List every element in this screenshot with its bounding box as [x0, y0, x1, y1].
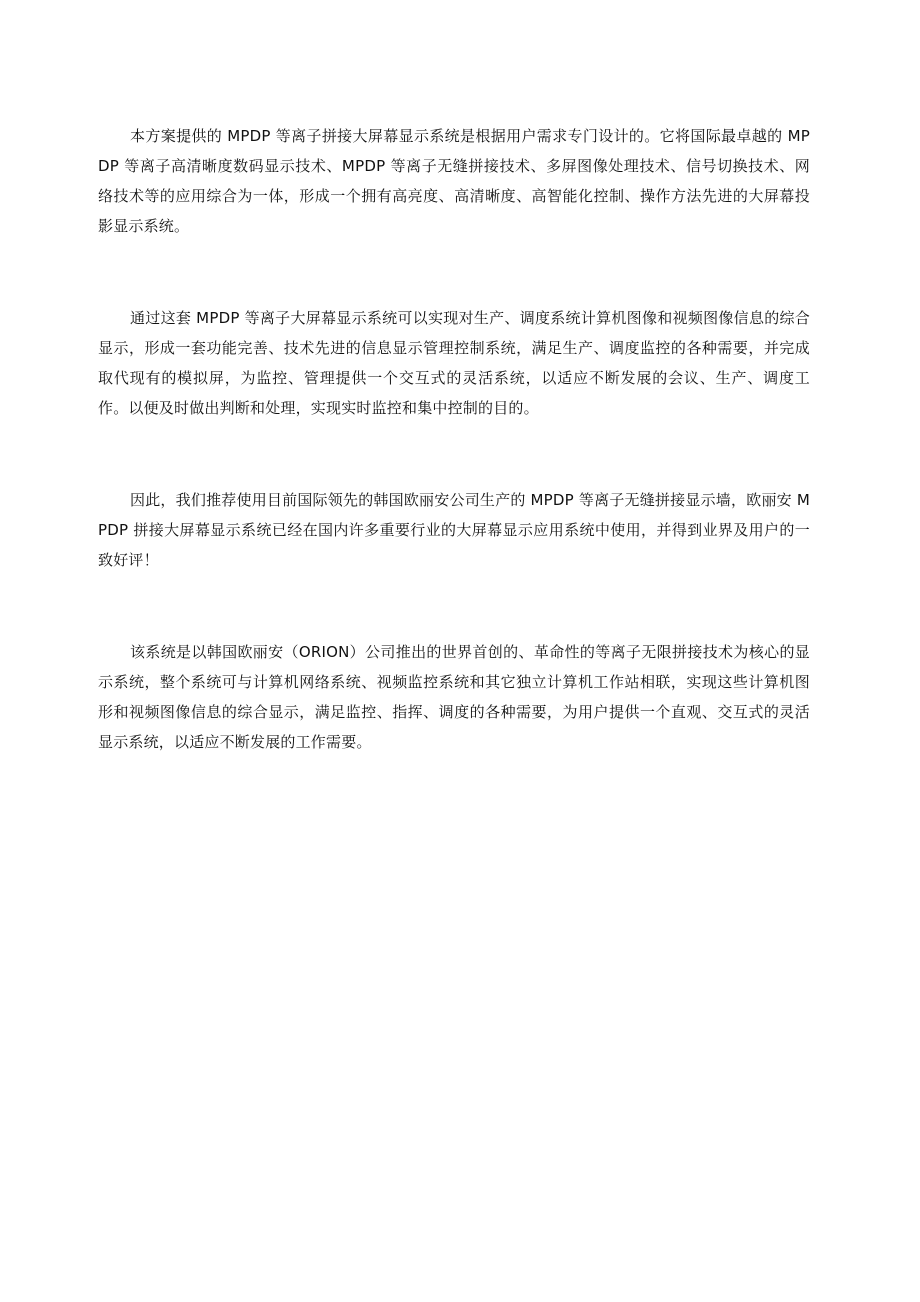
paragraph-intro: 本方案提供的 MPDP 等离子拼接大屏幕显示系统是根据用户需求专门设计的。它将国际最卓越的 MPDP 等离子高清晰度数码显示技术、MPDP 等离子无缝拼接技术、多屏图像处理技术、信号切换技术、网络技术等的应用综合为一体，形成一个拥有高亮度、高清晰度、高智能化控制、操作方法先进的大屏幕投影显示系统。: [98, 127, 810, 235]
document-body: [98, 121, 810, 757]
paragraph-recommendation: 因此，我们推荐使用目前国际领先的韩国欧丽安公司生产的 MPDP 等离子无缝拼接显示墙，欧丽安 MPDP 拼接大屏幕显示系统已经在国内许多重要行业的大屏幕显示应用系统中使用，并得到业界及用户的一致好评！: [98, 491, 810, 569]
paragraph-system-overview: 该系统是以韩国欧丽安（ORION）公司推出的世界首创的、革命性的等离子无限拼接技术为核心的显示系统，整个系统可与计算机网络系统、视频监控系统和其它独立计算机工作站相联，实现这些计算机图形和视频图像信息的综合显示，满足监控、指挥、调度的各种需要，为用户提供一个直观、交互式的灵活显示系统，以适应不断发展的工作需要。: [98, 643, 810, 751]
paragraph-system-capabilities: 通过这套 MPDP 等离子大屏幕显示系统可以实现对生产、调度系统计算机图像和视频图像信息的综合显示，形成一套功能完善、技术先进的信息显示管理控制系统，满足生产、调度监控的各种需要，并完成取代现有的模拟屏，为监控、管理提供一个交互式的灵活系统，以适应不断发展的会议、生产、调度工作。以便及时做出判断和处理，实现实时监控和集中控制的目的。: [98, 309, 810, 417]
